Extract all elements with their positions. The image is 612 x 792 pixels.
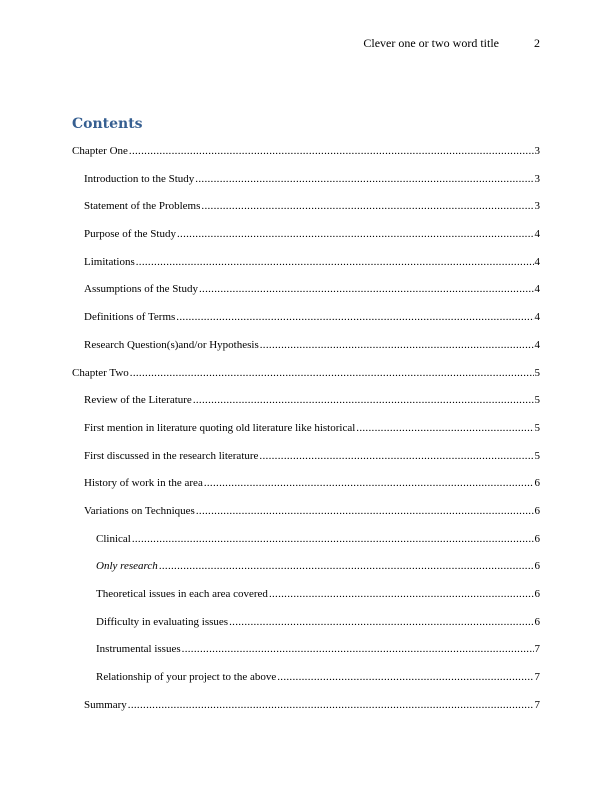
dot-leader (136, 256, 534, 268)
toc-entry-label: Limitations (84, 255, 135, 268)
dot-leader (196, 505, 534, 517)
toc-entry[interactable] (72, 394, 540, 422)
toc-entry-label: First discussed in the research literature (84, 449, 259, 462)
running-head-title: Clever one or two word title (363, 36, 499, 50)
toc-entry[interactable] (72, 422, 540, 450)
dot-leader (259, 450, 533, 462)
toc-entry-label: Definitions of Terms (84, 311, 176, 324)
toc-entry-page: 7 (534, 671, 540, 684)
toc-entry-page: 4 (534, 311, 540, 324)
toc-entry-page: 3 (534, 172, 540, 185)
toc-entry-label: Summary (84, 698, 127, 711)
dot-leader (182, 643, 534, 655)
dot-leader (159, 560, 534, 572)
toc-entry-page: 6 (534, 615, 540, 628)
toc-entry[interactable] (72, 533, 540, 561)
toc-entry-page: 3 (534, 145, 540, 157)
toc-entry-page: 4 (534, 283, 540, 296)
toc-entry[interactable] (72, 671, 540, 699)
toc-entry-page: 4 (534, 255, 540, 268)
toc-entry-page: 6 (534, 504, 540, 517)
toc-entry-label: Purpose of the Study (84, 228, 176, 241)
toc-entry-label: Chapter One (72, 145, 128, 157)
toc-entry-page: 5 (534, 421, 540, 434)
toc-entry-label: Research Question(s)and/or Hypothesis (84, 338, 259, 351)
toc-entry-label: Statement of the Problems (84, 200, 201, 213)
toc-entry-page: 5 (534, 366, 540, 379)
toc-entry[interactable] (72, 505, 540, 533)
dot-leader (193, 394, 534, 406)
toc-entry-label: Difficulty in evaluating issues (96, 615, 229, 628)
toc-entry-label: Instrumental issues (96, 643, 181, 656)
toc-entry-page: 3 (534, 200, 540, 213)
toc-entry-label: Review of the Literature (84, 394, 192, 407)
toc-entry[interactable] (72, 283, 540, 311)
toc-entry-page: 6 (534, 477, 540, 490)
toc-entry[interactable] (72, 588, 540, 616)
dot-leader (199, 283, 534, 295)
toc-entry-label: Only research (96, 560, 158, 573)
dot-leader (204, 477, 534, 489)
toc-entry-label: Relationship of your project to the above (96, 671, 277, 684)
toc-entry[interactable] (72, 699, 540, 727)
dot-leader (229, 616, 533, 628)
toc-entry[interactable] (72, 145, 540, 173)
dot-leader (195, 173, 533, 185)
dot-leader (269, 588, 534, 600)
dot-leader (130, 367, 534, 379)
toc-entry[interactable] (72, 200, 540, 228)
toc-entry[interactable] (72, 311, 540, 339)
dot-leader (129, 145, 534, 157)
toc-entry-page: 6 (534, 588, 540, 600)
toc-entry-label: Variations on Techniques (84, 504, 195, 517)
toc-entry-label: Chapter Two (72, 366, 129, 379)
page-header (363, 36, 540, 51)
toc-entry[interactable] (72, 643, 540, 671)
toc-entry-page: 7 (534, 643, 540, 656)
toc-entry-page: 4 (534, 228, 540, 241)
dot-leader (260, 339, 534, 351)
toc-entry-label: First mention in literature quoting old literature like historical (84, 421, 356, 434)
toc-entry[interactable] (72, 450, 540, 478)
toc-entry-label: History of work in the area (84, 477, 203, 490)
toc-entry-page: 4 (534, 338, 540, 351)
toc-entry[interactable] (72, 173, 540, 201)
toc-entry[interactable] (72, 560, 540, 588)
dot-leader (201, 200, 533, 212)
dot-leader (277, 671, 533, 683)
dot-leader (177, 228, 534, 240)
toc-entry-page: 5 (534, 449, 540, 462)
toc-entry[interactable] (72, 228, 540, 256)
dot-leader (176, 311, 533, 323)
toc-entry[interactable] (72, 616, 540, 644)
dot-leader (128, 699, 534, 711)
toc-entry[interactable] (72, 477, 540, 505)
contents-heading: Contents (72, 116, 143, 132)
toc-entry[interactable] (72, 339, 540, 367)
toc-entry[interactable] (72, 256, 540, 284)
toc-entry-label: Introduction to the Study (84, 172, 195, 185)
toc-entry-label: Clinical (96, 532, 131, 545)
toc-entry-page: 6 (534, 560, 540, 573)
dot-leader (356, 422, 533, 434)
toc-entry-page: 5 (534, 394, 540, 407)
dot-leader (132, 533, 534, 545)
table-of-contents (72, 145, 540, 726)
page-number: 2 (534, 36, 540, 50)
toc-entry-label: Assumptions of the Study (84, 283, 198, 296)
toc-entry[interactable] (72, 367, 540, 395)
toc-entry-page: 7 (534, 698, 540, 711)
toc-entry-label: Theoretical issues in each area covered (96, 588, 268, 600)
toc-entry-page: 6 (534, 532, 540, 545)
